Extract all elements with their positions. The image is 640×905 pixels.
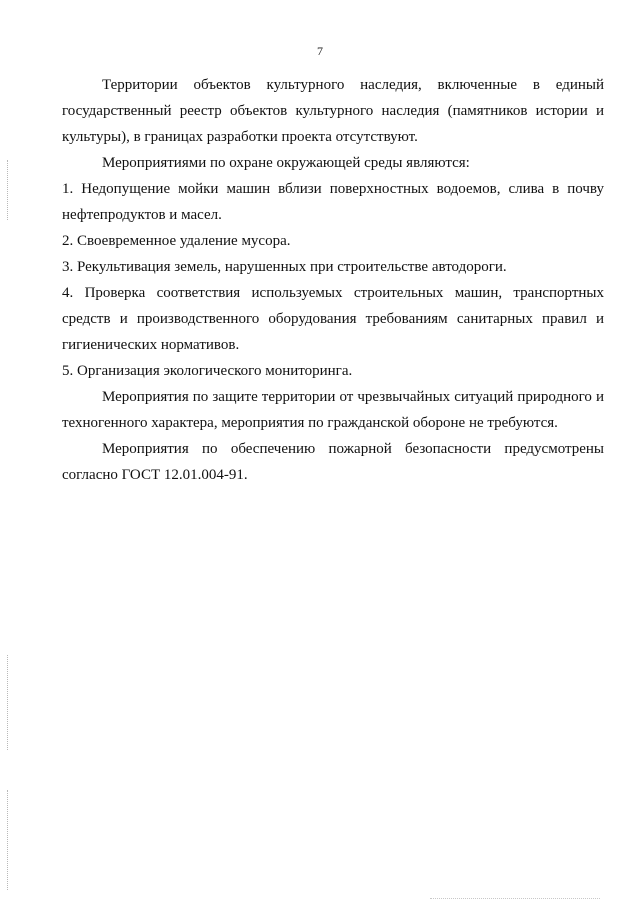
measure-item-1 (62, 176, 604, 228)
emergency-paragraph: Мероприятия по защите территории от чрезвычайных ситуаций природного и техногенного характера, мероприятия по гражданской обороне не требуются. (62, 389, 604, 431)
fire-safety-paragraph: Мероприятия по обеспечению пожарной безопасности предусмотрены согласно ГОСТ 12.01.004-91. (62, 441, 604, 483)
document-body (62, 72, 604, 488)
heritage-paragraph: Территории объектов культурного наследия, включенные в единый государственный реестр объектов культурного наследия (памятников истории и культуры), в границах разработки проекта отсутствуют. (62, 77, 604, 145)
page-number: 7 (317, 44, 323, 58)
measure-item-4 (62, 280, 604, 358)
scan-margin-mark (7, 655, 9, 750)
measure-item-5 (62, 358, 604, 384)
measure-item-2-text: 2. Своевременное удаление мусора. (62, 233, 291, 249)
measure-item-3-text: 3. Рекультивация земель, нарушенных при строительстве автодороги. (62, 259, 507, 275)
scan-margin-mark (7, 160, 9, 220)
environment-measures-intro: Мероприятиями по охране окружающей среды являются: (102, 155, 470, 171)
measure-item-4-text: 4. Проверка соответствия используемых строительных машин, транспортных средств и производственного оборудования требованиям санитарных правил и гигиенических нормативов. (62, 285, 604, 353)
measure-item-2 (62, 228, 604, 254)
measure-item-3 (62, 254, 604, 280)
scan-margin-mark (7, 790, 9, 890)
scan-bottom-mark (430, 898, 600, 899)
measure-item-1-text: 1. Недопущение мойки машин вблизи поверхностных водоемов, слива в почву нефтепродуктов и масел. (62, 181, 604, 223)
measure-item-5-text: 5. Организация экологического мониторинга. (62, 363, 353, 379)
